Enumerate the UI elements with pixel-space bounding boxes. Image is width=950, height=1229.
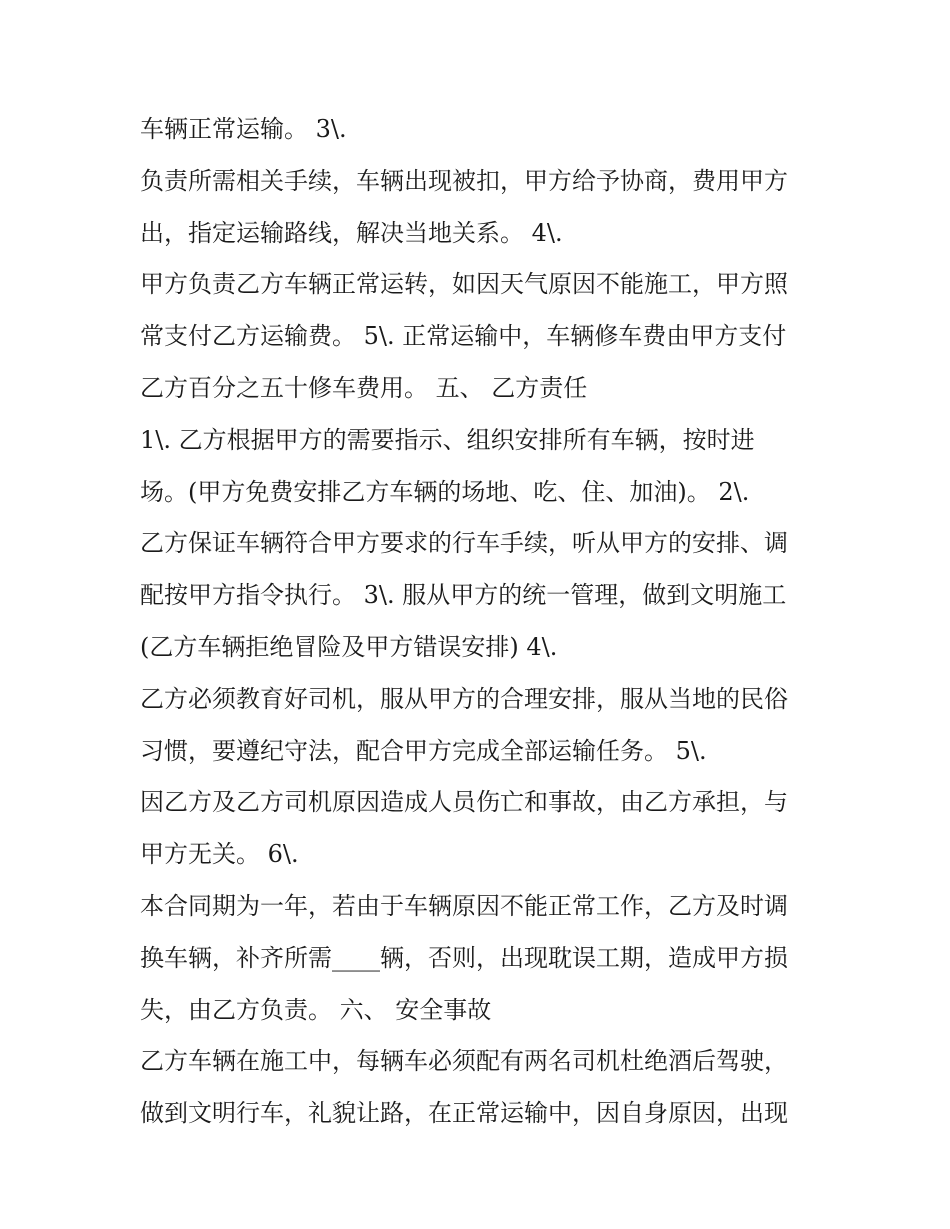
text-line: 换车辆，补齐所需____辆，否则，出现耽误工期，造成甲方损 bbox=[140, 943, 788, 972]
text-line: 1\. 乙方根据甲方的需要指示、组织安排所有车辆，按时进 bbox=[140, 425, 755, 454]
text-line: 甲方负责乙方车辆正常运转，如因天气原因不能施工，甲方照 bbox=[140, 270, 788, 299]
text-line: 做到文明行车，礼貌让路，在正常运输中，因自身原因，出现 bbox=[140, 1099, 788, 1128]
text-line: 乙方车辆在施工中，每辆车必须配有两名司机杜绝酒后驾驶， bbox=[140, 1047, 788, 1076]
text-line: 因乙方及乙方司机原因造成人员伤亡和事故，由乙方承担，与 bbox=[140, 788, 788, 817]
text-line: 甲方无关。 6\. bbox=[140, 840, 299, 869]
text-line: 常支付乙方运输费。 5\. 正常运输中，车辆修车费由甲方支付 bbox=[140, 322, 787, 351]
text-line: 本合同期为一年，若由于车辆原因不能正常工作，乙方及时调 bbox=[140, 891, 788, 920]
text-line: 乙方必须教育好司机，服从甲方的合理安排，服从当地的民俗 bbox=[140, 684, 788, 713]
text-line: 乙方保证车辆符合甲方要求的行车手续，听从甲方的安排、调 bbox=[140, 529, 788, 558]
text-line: 车辆正常运输。 3\. bbox=[140, 115, 347, 143]
text-line: 失，由乙方负责。 六、 安全事故 bbox=[140, 995, 492, 1024]
text-line: 习惯，要遵纪守法，配合甲方完成全部运输任务。 5\. bbox=[140, 736, 707, 765]
text-line: 场。(甲方免费安排乙方车辆的场地、吃、住、加油)。 2\. bbox=[140, 477, 750, 506]
text-line: 出，指定运输路线，解决当地关系。 4\. bbox=[140, 218, 563, 247]
text-line: 负责所需相关手续，车辆出现被扣，甲方给予协商，费用甲方 bbox=[140, 166, 788, 195]
text-line: 乙方百分之五十修车费用。 五、 乙方责任 bbox=[140, 373, 588, 402]
contract-body-text bbox=[140, 104, 830, 1140]
text-line: 配按甲方指令执行。 3\. 服从甲方的统一管理，做到文明施工 bbox=[140, 581, 787, 610]
text-line: (乙方车辆拒绝冒险及甲方错误安排) 4\. bbox=[140, 632, 558, 661]
